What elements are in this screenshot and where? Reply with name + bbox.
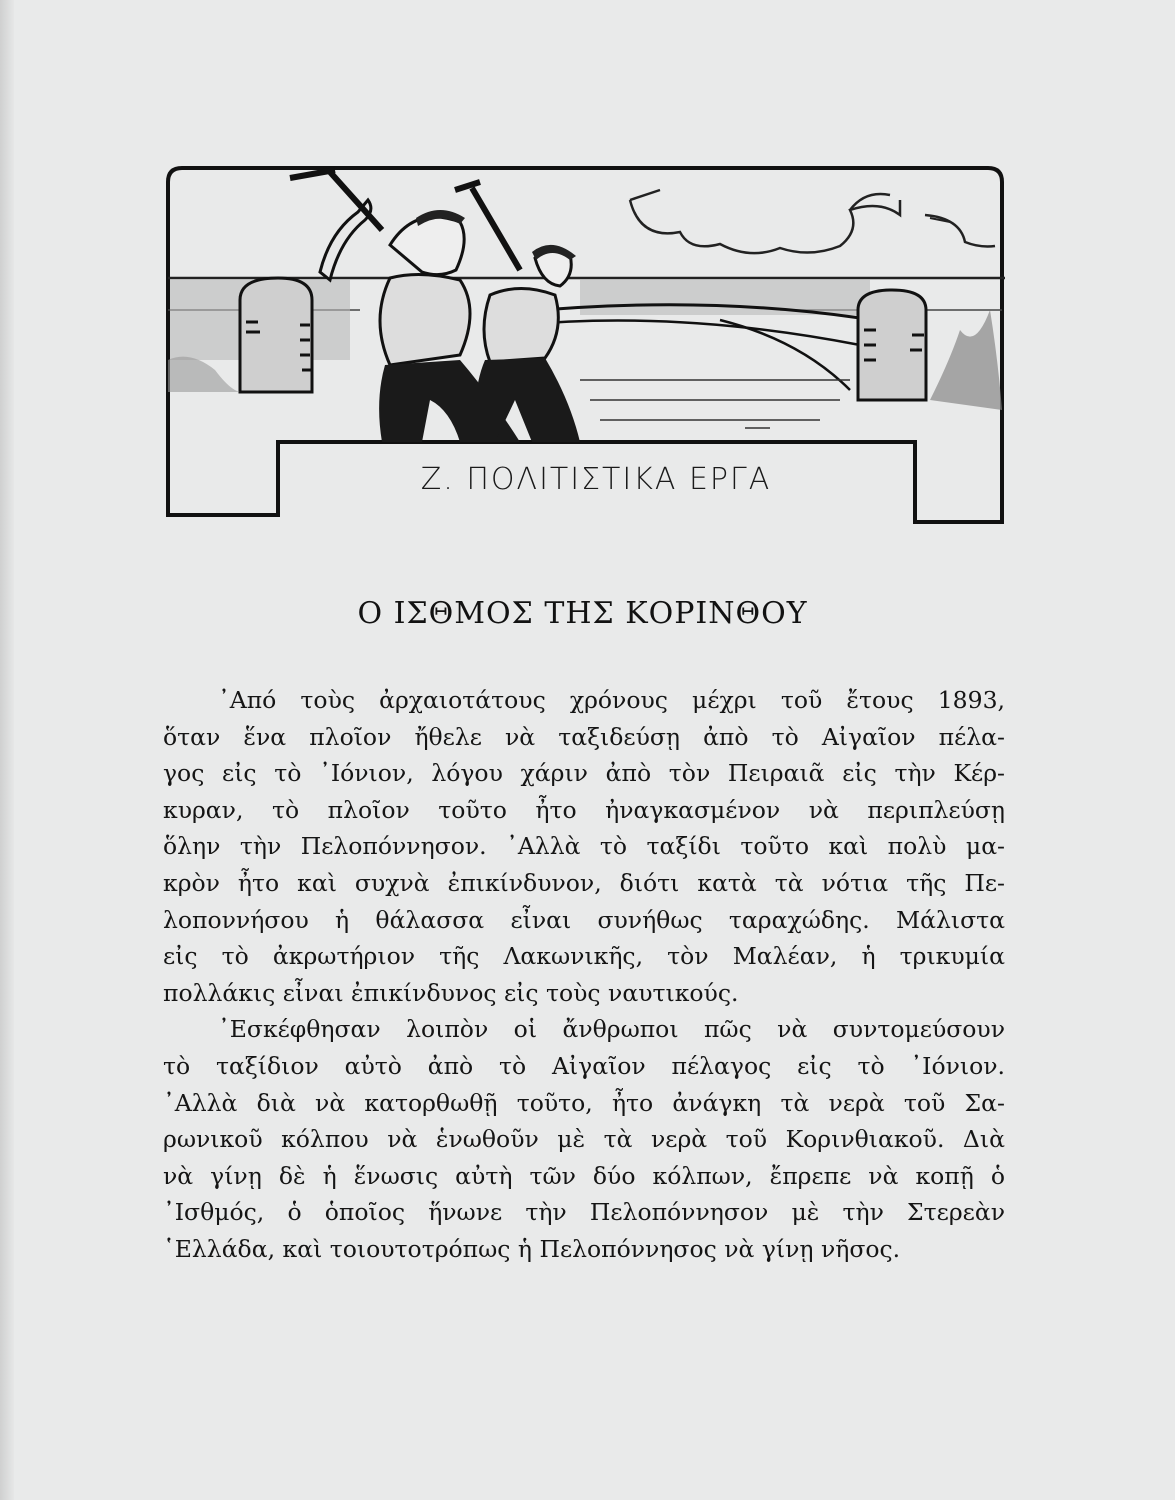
text-line: ρωνικοῦ κόλπου νὰ ἑνωθοῦν μὲ τὰ νερὰ τοῦ Κορινθιακοῦ. Διὰ [163, 1125, 1005, 1154]
book-spine-edge [0, 0, 14, 1500]
text-line: ᾿Εσκέφθησαν λοιπὸν οἱ ἄνθρωποι πῶς νὰ συντομεύσουν [218, 1015, 1005, 1044]
text-line: νὰ γίνῃ δὲ ἡ ἕνωσις αὐτὴ τῶν δύο κόλπων, ἔπρεπε νὰ κοπῇ ὁ [163, 1161, 1005, 1190]
text-line: ὅλην τὴν Πελοπόννησον. ᾿Αλλὰ τὸ ταξίδι τοῦτο καὶ πολὺ μα- [163, 832, 1005, 861]
text-line: κρὸν ἦτο καὶ συχνὰ ἐπικίνδυνον, διότι κατὰ τὰ νότια τῆς Πε- [163, 868, 1005, 897]
section-heading: Ζ. ΠΟΛΙΤΙΣΤΙΚΑ ΕΡΓΑ [420, 462, 772, 497]
text-line: πολλάκις εἶναι ἐπικίνδυνος εἰς τοὺς ναυτικούς. [163, 978, 739, 1007]
text-line: τὸ ταξίδιον αὐτὸ ἀπὸ τὸ Αἰγαῖον πέλαγος εἰς τὸ ᾿Ιόνιον. [163, 1051, 1005, 1080]
text-line: ῾Ελλάδα, καὶ τοιουτοτρόπως ἡ Πελοπόννησος νὰ γίνῃ νῆσος. [163, 1234, 901, 1263]
text-line: ᾿Από τοὺς ἀρχαιοτάτους χρόνους μέχρι τοῦ ἔτους 1893, [218, 686, 1005, 714]
text-line: εἰς τὸ ἀκρωτήριον τῆς Λακωνικῆς, τὸν Μαλέαν, ἡ τρικυμία [163, 942, 1005, 971]
article-title: Ο ΙΣΘΜΟΣ ΤΗΣ ΚΟΡΙΝΘΟΥ [357, 596, 808, 631]
text-line: ὅταν ἕνα πλοῖον ἤθελε νὰ ταξιδεύσῃ ἀπὸ τὸ Αἰγαῖον πέλα- [163, 722, 1005, 751]
text-line: γος εἰς τὸ ᾿Ιόνιον, λόγου χάριν ἀπὸ τὸν Πειραιᾶ εἰς τὴν Κέρ- [163, 759, 1005, 788]
text-line: ᾿Ισθμός, ὁ ὁποῖος ἥνωνε τὴν Πελοπόννησον μὲ τὴν Στερεὰν [163, 1198, 1005, 1227]
text-line: ᾿Αλλὰ διὰ νὰ κατορθωθῇ τοῦτο, ἦτο ἀνάγκη τὰ νερὰ τοῦ Σα- [163, 1088, 1005, 1117]
text-line: λοποννήσου ἡ θάλασσα εἶναι συνήθως ταραχώδης. Μάλιστα [163, 905, 1005, 934]
paragraph-1 [163, 682, 1005, 1011]
text-line: κυραν, τὸ πλοῖον τοῦτο ἦτο ἠναγκασμένον νὰ περιπλεύσῃ [163, 795, 1005, 824]
paragraph-2 [163, 1011, 1005, 1267]
article-body [163, 682, 1005, 1268]
